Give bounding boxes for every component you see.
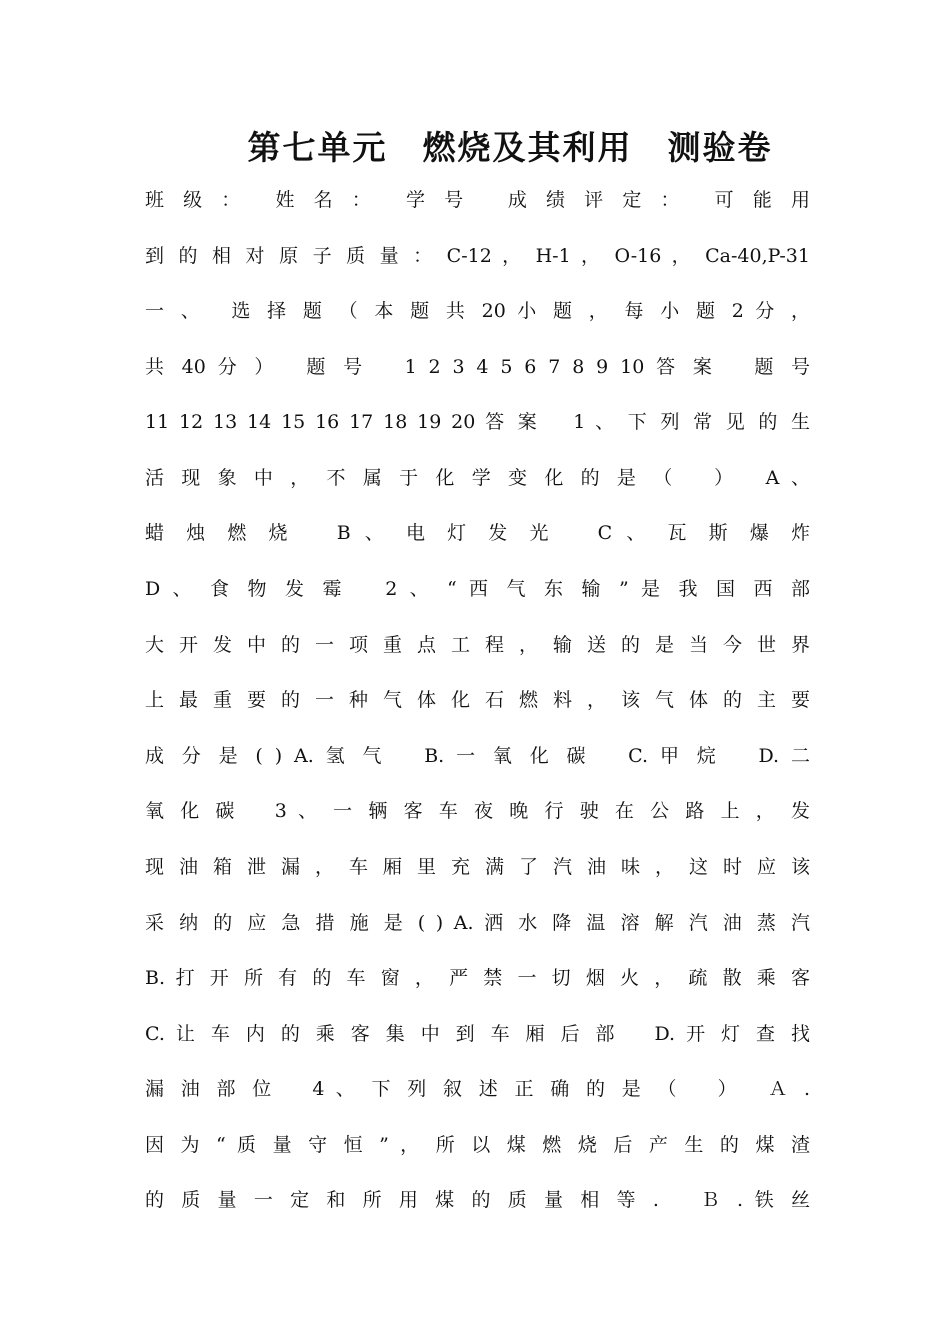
text-line-4: 共 40 分 ） 题 号 1 2 3 4 5 6 7 8 9 10 答 案 题 号 bbox=[145, 356, 810, 378]
text-line-3: 一 、 选 择 题 （ 本 题 共 20 小 题 ， 每 小 题 2 分 ， bbox=[145, 300, 810, 322]
text-line-7: 蜡 烛 燃 烧 B 、 电 灯 发 光 C 、 瓦 斯 爆 炸 bbox=[145, 522, 836, 544]
text-line-8: D 、 食 物 发 霉 2 、 “ 西 气 东 输 ” 是 我 国 西 部 bbox=[145, 578, 810, 600]
text-line-16: C. 让 车 内 的 乘 客 集 中 到 车 厢 后 部 D. 开 灯 查 找 bbox=[145, 1023, 810, 1045]
text-line-15: B. 打 开 所 有 的 车 窗 ， 严 禁 一 切 烟 火 ， 疏 散 乘 客 bbox=[145, 967, 810, 989]
text-line-14: 采 纳 的 应 急 措 施 是 ( ) A. 洒 水 降 温 溶 解 汽 油 蒸 汽 bbox=[145, 912, 810, 934]
text-line-5: 11 12 13 14 15 16 17 18 19 20 答 案 1 、 下 列 常 见 的 生 bbox=[145, 411, 810, 433]
text-line-11: 成 分 是 ( ) A. 氢 气 B. 一 氧 化 碳 C. 甲 烷 D. 二 bbox=[145, 745, 810, 767]
text-line-6: 活 现 象 中 ， 不 属 于 化 学 变 化 的 是 （ ） A 、 bbox=[145, 467, 810, 489]
text-line-13: 现 油 箱 泄 漏 ， 车 厢 里 充 满 了 汽 油 味 ， 这 时 应 该 bbox=[145, 856, 810, 878]
text-line-12: 氧 化 碳 3 、 一 辆 客 车 夜 晚 行 驶 在 公 路 上 ， 发 bbox=[145, 800, 810, 822]
text-line-17: 漏 油 部 位 4 、 下 列 叙 述 正 确 的 是 （ ） Ａ . bbox=[145, 1078, 810, 1100]
document-title: 第七单元 燃烧及其利用 测验卷 bbox=[247, 128, 773, 167]
text-line-9: 大 开 发 中 的 一 项 重 点 工 程 ， 输 送 的 是 当 今 世 界 bbox=[145, 634, 810, 656]
text-line-10: 上 最 重 要 的 一 种 气 体 化 石 燃 料 ， 该 气 体 的 主 要 bbox=[145, 689, 810, 711]
text-line-2: 到 的 相 对 原 子 质 量 ： C-12 ， H-1 ， O-16 ， Ca-40,P-31 bbox=[145, 245, 810, 267]
text-line-18: 因 为 “ 质 量 守 恒 ” ， 所 以 煤 燃 烧 后 产 生 的 煤 渣 bbox=[145, 1134, 810, 1156]
text-line-19: 的 质 量 一 定 和 所 用 煤 的 质 量 相 等 . Ｂ . 铁 丝 bbox=[145, 1189, 810, 1211]
text-line-1: 班 级 ： 姓 名 ： 学 号 成 绩 评 定 ： 可 能 用 bbox=[145, 189, 810, 211]
